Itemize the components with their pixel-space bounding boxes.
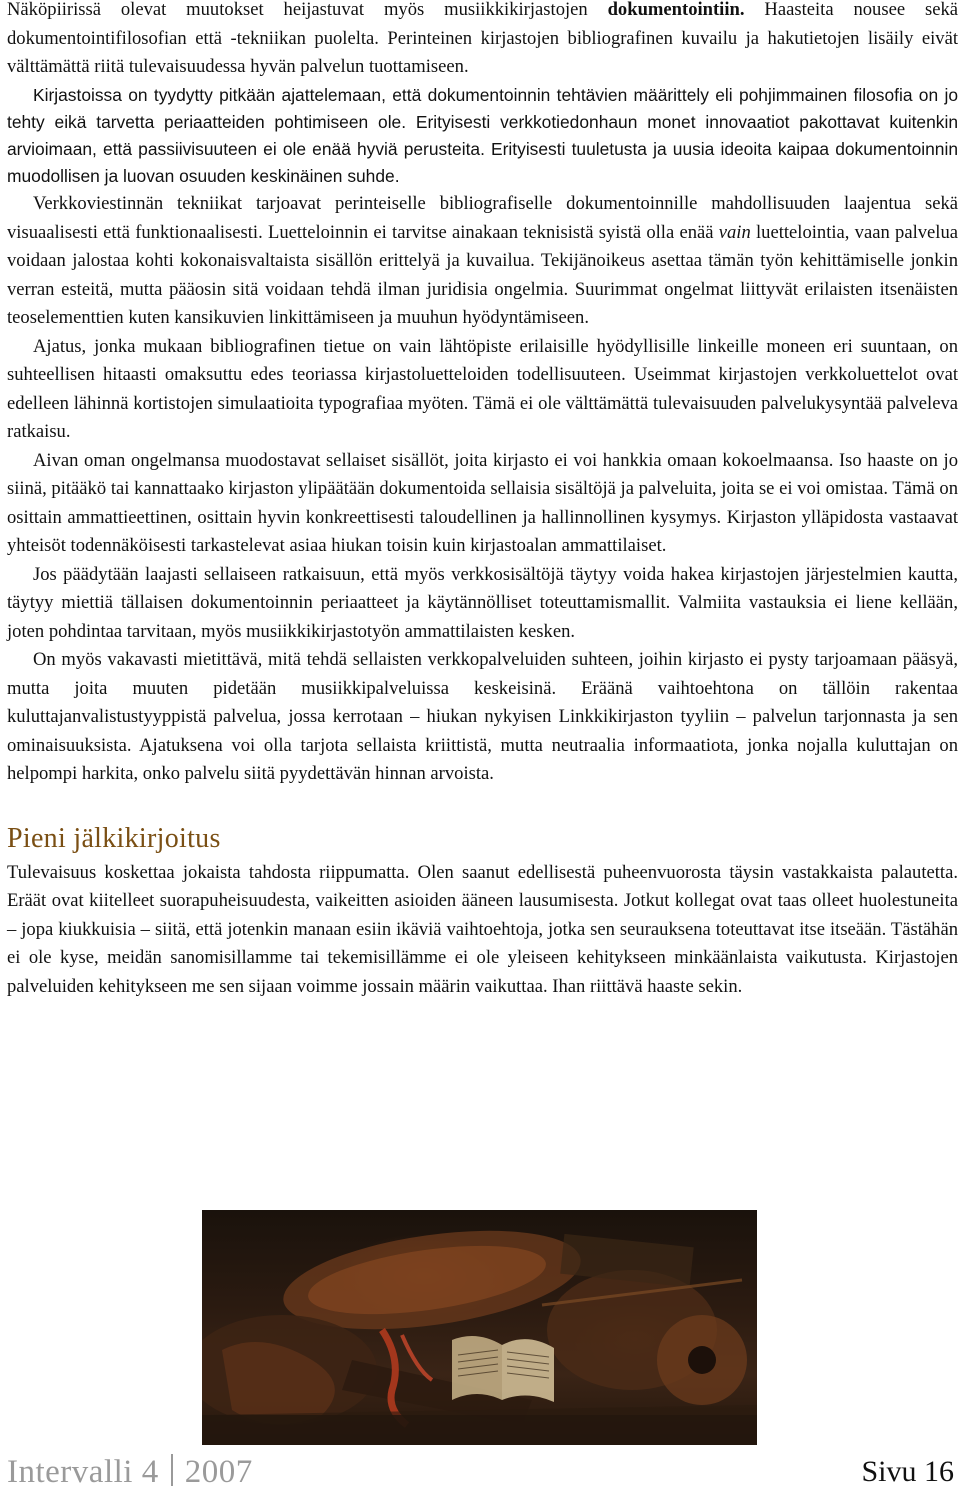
- publication-year: 2007: [184, 1454, 253, 1490]
- section-paragraph: Tulevaisuus koskettaa jokaista tahdosta riippumatta. Olen saanut edellisestä puheenvuorosta täysin vastakkaista palautetta. Eräät ovat kiitelleet suorapuheisuudesta, vaikeitten asioiden ääneen lausumisesta. Jotkut kollegat ovat taas olleet huolestuneita – jopa kiukkuisia – siitä, että jotenkin manaan esiin ikäviä vaihtoehtoja, jotka sen seurauksena toteuttavat itse itseään. Tästähän ei ole kyse, meidän sanomisillamme tai tekemisillämme ei ole yleiseen kehitykseen minkäänlaista vaikutusta. Kirjastojen palveluiden kehitykseen me sen sijaan voimme jossain määrin vaikuttaa. Ihan riittävä haaste sekin.: [7, 861, 958, 997]
- bold-term: dokumentointiin.: [607, 0, 745, 20]
- paragraph-4: Ajatus, jonka mukaan bibliografinen tietue on vain lähtöpiste erilaisille hyödyllisille linkeille moneen eri suuntaan, on suhteellisen hitaasti omaksuttu edes teoriassa kirjastoluetteloiden todellisuuteen. Useimmat kirjastojen verkkoluettelot ovat edelleen lähinnä kortistojen simulaatioita typografiaa myöten. Tämä ei ole välttämättä tulevaisuuden palvelukysyntää palveleva ratkaisu.: [7, 335, 958, 443]
- italic-term: vain: [718, 221, 751, 243]
- page-number: Sivu 16: [861, 1455, 954, 1488]
- paragraph-1: Näköpiirissä olevat muutokset heijastuvat myös musiikkikirjastojen dokumentointiin. Haasteita nousee sekä dokumentointifilosofian että -tekniikan puolelta. Perinteinen kirjastojen bibliografinen kuvailu ja hakutietojen lisäily eivät välttämättä riitä tulevaisuudessa hyvän palvelun tuottamiseen.: [7, 0, 958, 77]
- paragraph-5: Aivan oman ongelmansa muodostavat sellaiset sisällöt, joita kirjasto ei voi hankkia omaan kokoelmaansa. Iso haaste on jo siinä, pitääkö tai kannattaako kirjaston ylipäätään dokumentoida sellaisia sisältöjä ja palveluita, joita se ei voi omistaa. Tämä on osittain ammattieettinen, osittain hyvin konkreettisesti taloudellinen ja hallinnollinen kysymys. Kirjaston ylläpidosta vastaavat yhteisöt todennäköisesti tarkastelevat asiaa hiukan toisin kuin kirjastoalan ammattilaiset.: [7, 449, 958, 557]
- paragraph-6: Jos päädytään laajasti sellaiseen ratkaisuun, että myös verkkosisältöjä täytyy voida hakea kirjastojen järjestelmien kautta, täytyy miettiä tällaisen dokumentoinnin periaatteet ja käytännölliset toteuttamismallit. Valmiita vastauksia ei liene kellään, joten pohdintaa tarvitaan, myös musiikkikirjastotyön ammattilaisten kesken.: [7, 563, 958, 642]
- painting-illustration: [202, 1210, 757, 1445]
- article-body: [7, 0, 958, 1001]
- footer-publication: [7, 1452, 253, 1492]
- paragraph-7: On myös vakavasti mietittävä, mitä tehdä sellaisten verkkopalveluiden suhteen, joihin kirjasto ei pysty tarjoamaan pääsyä, mutta joita muuten pidetään musiikkipalveluissa keskeisinä. Eräänä vaihtoehtona on tällöin rakentaa kuluttajanvalistustyyppistä palvelua, jossa kerrotaan – hiukan nykyisen Linkkikirjaston tyyliin – palvelun tarjonnasta ja sen ominaisuuksista. Ajatuksena voi olla tarjota sellaista kriittistä, mutta neutraalia informaatiota, jonka nojalla kuluttajan on helpompi harkita, onko palvelu siitä pyydettävän hinnan arvoista.: [7, 649, 958, 785]
- paragraph-2: Kirjastoissa on tyydytty pitkään ajattelemaan, että dokumentoinnin tehtävien määrittely eli pohjimmainen filosofia on jo tehty eikä tarvetta periaatteiden pohtimiseen ole. Erityisesti verkkotiedonhaun monet innovaatiot pakottavat kuitenkin arvioimaan, että passiivisuuteen ei ole enää hyviä perusteita. Erityisesti tuuletusta ja uusia ideoita kaipaa dokumentoinnin muodollisen ja luovan osuuden keskinäinen suhde.: [7, 84, 958, 187]
- footer-divider: [171, 1454, 173, 1486]
- paragraph-3: Verkkoviestinnän tekniikat tarjoavat perinteiselle bibliografiselle dokumentoinnille mahdollisuuden laajentua sekä visuaalisesti että funktionaalisesti. Luetteloinnin ei tarvitse ainakaan teknisistä syistä olla enää vain luettelointia, vaan palvelua voidaan jalostaa kohti kokonaisvaltaista sisällön erittelyä ja kuvailua. Tekijänoikeus asettaa tämän työn kehittämiselle jonkin verran esteitä, mutta pääosin sitä voidaan tehdä ilman juridisia ongelmia. Suurimmat ongelmat liittyvät erilaisten itsenäisten teoselementtien kuten kansikuvien linkittämiseen ja muuhun hyödyntämiseen.: [7, 193, 958, 329]
- publication-name: Intervalli 4: [7, 1454, 159, 1490]
- section-heading: Pieni jälkikirjoitus: [7, 822, 221, 854]
- still-life-painting-image: [202, 1210, 757, 1445]
